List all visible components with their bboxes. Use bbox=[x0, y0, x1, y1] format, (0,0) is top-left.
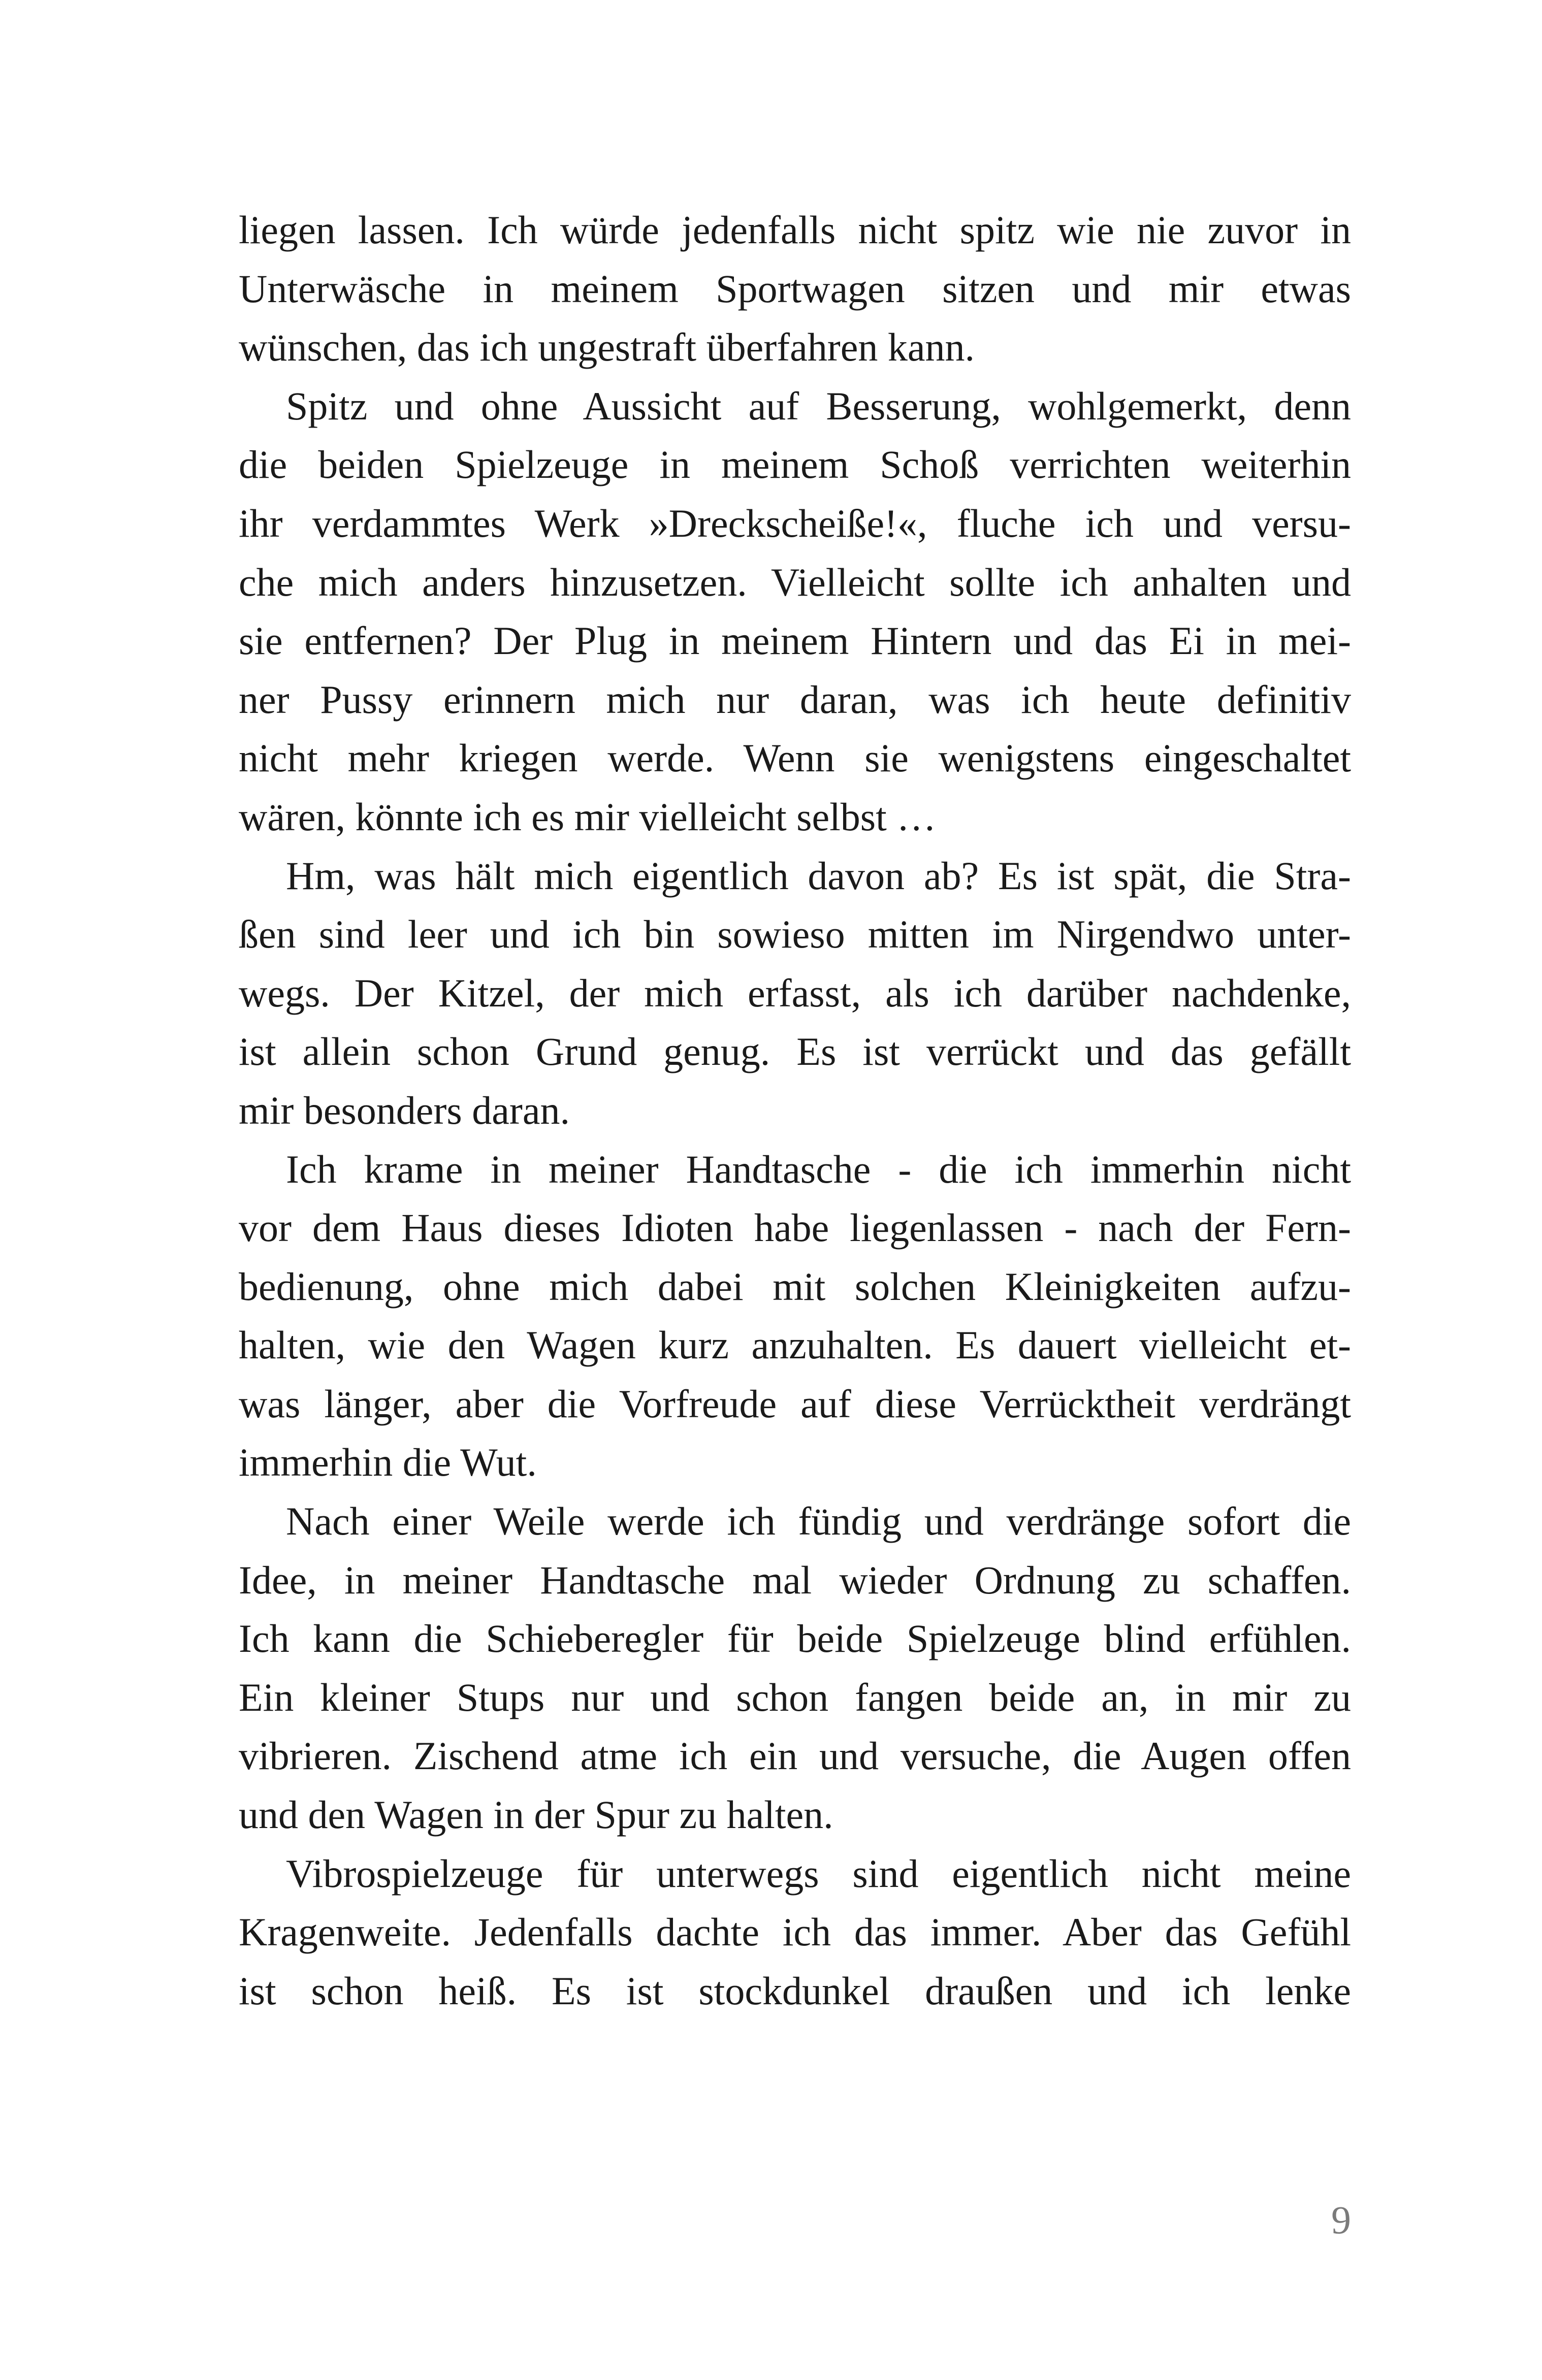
text-line: wegs. Der Kitzel, der mich erfasst, als ich darüber nachdenke, bbox=[239, 970, 1351, 1015]
text-line: Kragenweite. Jedenfalls dachte ich das immer. Aber das Gefühl bbox=[239, 1910, 1351, 1954]
text-line: ihr verdammtes Werk »Dreckscheiße!«, fluche ich und versu- bbox=[239, 501, 1351, 545]
text-line: Hm, was hält mich eigentlich davon ab? Es ist spät, die Stra- bbox=[286, 853, 1351, 898]
text-line: und den Wagen in der Spur zu halten. bbox=[239, 1792, 833, 1837]
text-line: Unterwäsche in meinem Sportwagen sitzen und mir etwas bbox=[239, 266, 1351, 311]
text-line: che mich anders hinzusetzen. Vielleicht sollte ich anhalten und bbox=[239, 560, 1351, 604]
page-number: 9 bbox=[1331, 2198, 1351, 2242]
text-line: Nach einer Weile werde ich fündig und verdränge sofort die bbox=[286, 1499, 1351, 1544]
text-line: wünschen, das ich ungestraft überfahren kann. bbox=[239, 325, 975, 370]
text-line: ist schon heiß. Es ist stockdunkel draußen und ich lenke bbox=[239, 1968, 1351, 2013]
text-line: Spitz und ohne Aussicht auf Besserung, wohlgemerkt, denn bbox=[286, 383, 1351, 428]
text-line: wären, könnte ich es mir vielleicht selbst … bbox=[239, 794, 937, 839]
text-line: liegen lassen. Ich würde jedenfalls nicht spitz wie nie zuvor in bbox=[239, 208, 1351, 252]
text-line: ist allein schon Grund genug. Es ist verrückt und das gefällt bbox=[239, 1029, 1351, 1074]
text-line: Idee, in meiner Handtasche mal wieder Ordnung zu schaffen. bbox=[239, 1557, 1351, 1602]
text-line: immerhin die Wut. bbox=[239, 1440, 537, 1485]
text-line: Ein kleiner Stups nur und schon fangen beide an, in mir zu bbox=[239, 1675, 1351, 1719]
text-line: ßen sind leer und ich bin sowieso mitten im Nirgendwo unter- bbox=[239, 912, 1351, 957]
text-line: sie entfernen? Der Plug in meinem Hintern und das Ei in mei- bbox=[239, 618, 1351, 663]
text-line: nicht mehr kriegen werde. Wenn sie wenigstens eingeschaltet bbox=[239, 736, 1351, 780]
text-line: mir besonders daran. bbox=[239, 1088, 570, 1132]
text-line: die beiden Spielzeuge in meinem Schoß verrichten weiterhin bbox=[239, 442, 1351, 487]
text-line: Ich kann die Schieberegler für beide Spielzeuge blind erfühlen. bbox=[239, 1616, 1351, 1661]
body-text bbox=[239, 201, 1351, 2020]
text-line: vor dem Haus dieses Idioten habe liegenlassen - nach der Fern- bbox=[239, 1205, 1351, 1250]
text-line: ner Pussy erinnern mich nur daran, was ich heute definitiv bbox=[239, 677, 1351, 722]
text-line: was länger, aber die Vorfreude auf diese Verrücktheit verdrängt bbox=[239, 1381, 1351, 1426]
text-line: halten, wie den Wagen kurz anzuhalten. Es dauert vielleicht et- bbox=[239, 1323, 1351, 1367]
text-line: vibrieren. Zischend atme ich ein und versuche, die Augen offen bbox=[239, 1734, 1351, 1778]
text-line: Ich krame in meiner Handtasche - die ich immerhin nicht bbox=[286, 1147, 1351, 1191]
text-line: bedienung, ohne mich dabei mit solchen Kleinigkeiten aufzu- bbox=[239, 1264, 1351, 1309]
text-line: Vibrospielzeuge für unterwegs sind eigentlich nicht meine bbox=[286, 1851, 1351, 1896]
